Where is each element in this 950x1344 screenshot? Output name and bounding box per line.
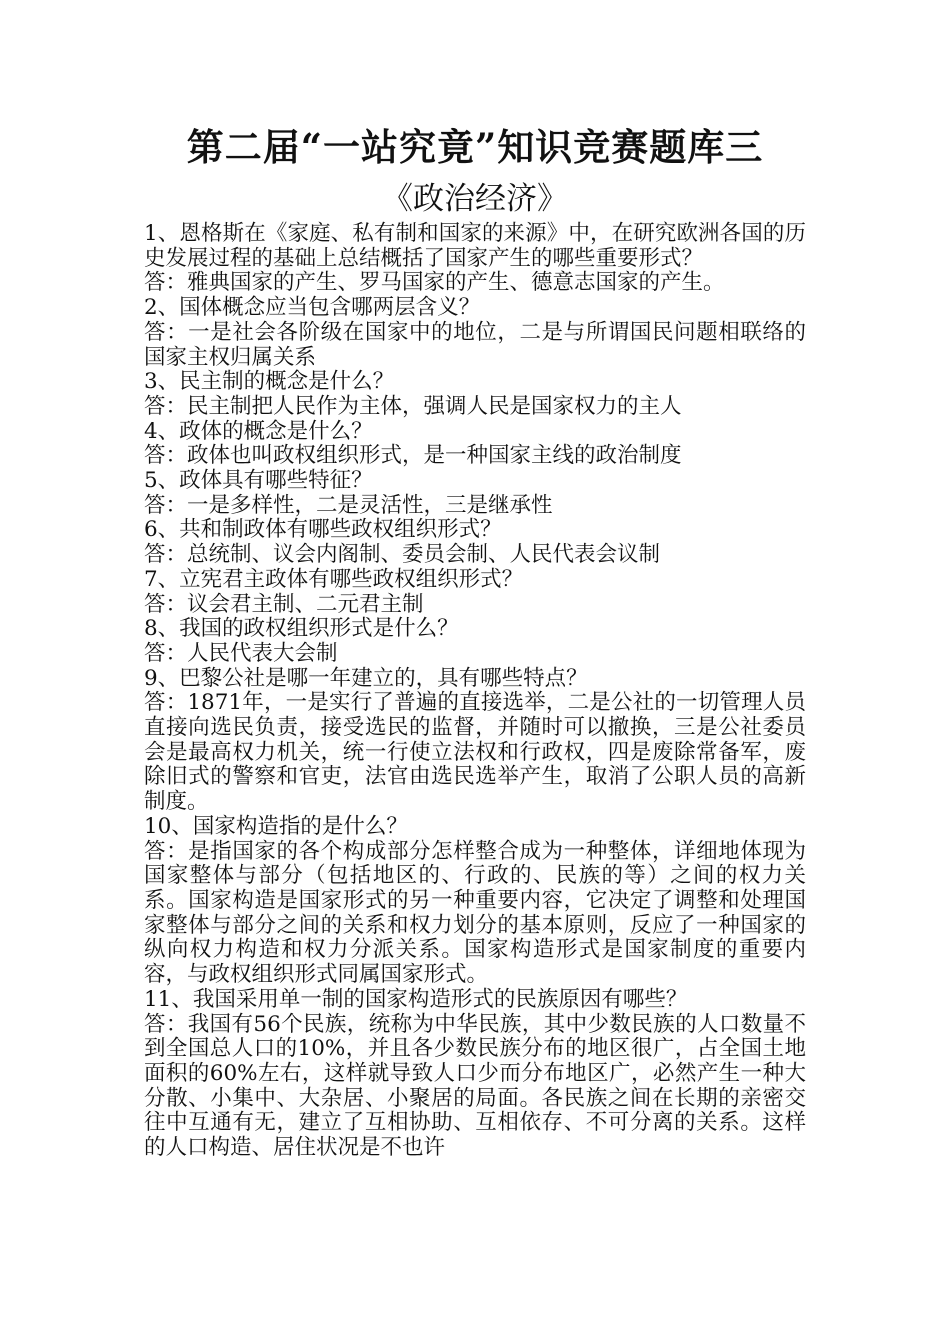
question-2: 2、国体概念应当包含哪两层含义？	[144, 295, 481, 321]
answer-7: 答：议会君主制、二元君主制	[144, 591, 424, 617]
qa-list	[144, 222, 806, 1161]
question-5: 5、政体具有哪些特征？	[144, 468, 373, 494]
question-10: 10、国家构造指的是什么？	[144, 813, 408, 839]
question-7: 7、立宪君主政体有哪些政权组织形式？	[144, 566, 524, 592]
answer-1: 答：雅典国家的产生、罗马国家的产生、德意志国家的产生。	[144, 270, 725, 296]
answer-2: 答：一是社会各阶级在国家中的地位，二是与所谓国民问题相联络的国家主权归属关系	[144, 319, 806, 370]
answer-8: 答：人民代表大会制	[144, 640, 338, 666]
question-6: 6、共和制政体有哪些政权组织形式？	[144, 517, 502, 543]
question-3: 3、民主制的概念是什么？	[144, 369, 395, 395]
answer-10: 答：是指国家的各个构成部分怎样整合成为一种整体，详细地体现为国家整体与部分（包括地区的、行政的、民族的等）之间的权力关系。国家构造是国家形式的另一种重要内容，它决定了调整和处理国家整体与部分之间的关系和权力划分的基本原则，反应了一种国家的纵向权力构造和权力分派关系。国家构造形式是国家制度的重要内容，与政权组织形式同属国家形式。	[144, 838, 806, 988]
answer-5: 答：一是多样性，二是灵活性，三是继承性	[144, 492, 553, 518]
question-1: 1、恩格斯在《家庭、私有制和国家的来源》中，在研究欧洲各国的历史发展过程的基础上总结概括了国家产生的哪些重要形式？	[144, 221, 806, 271]
question-9: 9、巴黎公社是哪一年建立的，具有哪些特点？	[144, 665, 588, 691]
question-4: 4、政体的概念是什么？	[144, 418, 373, 444]
answer-11: 答：我国有56个民族，统称为中华民族，其中少数民族的人口数量不到全国总人口的10%，并且各少数民族分布的地区很广，占全国土地面积的60%左右，这样就导致人口少而分布地区广，必然产生一种大分散、小集中、大杂居、小聚居的局面。各民族之间在长期的亲密交往中互通有无，建立了互相协助、互相依存、不可分离的关系。这样的人口构造、居住状况是不也许	[144, 1011, 806, 1161]
page-subtitle: 《政治经济》	[382, 181, 568, 217]
answer-3: 答：民主制把人民作为主体，强调人民是国家权力的主人	[144, 393, 682, 419]
answer-4: 答：政体也叫政权组织形式，是一种国家主线的政治制度	[144, 443, 682, 469]
question-11: 11、我国采用单一制的国家构造形式的民族原因有哪些？	[144, 986, 688, 1012]
question-8: 8、我国的政权组织形式是什么？	[144, 616, 459, 642]
answer-6: 答：总统制、议会内阁制、委员会制、人民代表会议制	[144, 542, 661, 568]
page-title: 第二届“一站究竟”知识竞赛题库三	[186, 125, 764, 169]
answer-9: 答：1871年，一是实行了普遍的直接选举，二是公社的一切管理人员直接向选民负责，接受选民的监督，并随时可以撤换，三是公社委员会是最高权力机关，统一行使立法权和行政权，四是废除常备军，废除旧式的警察和官吏，法官由选民选举产生，取消了公职人员的高新制度。	[144, 690, 806, 815]
